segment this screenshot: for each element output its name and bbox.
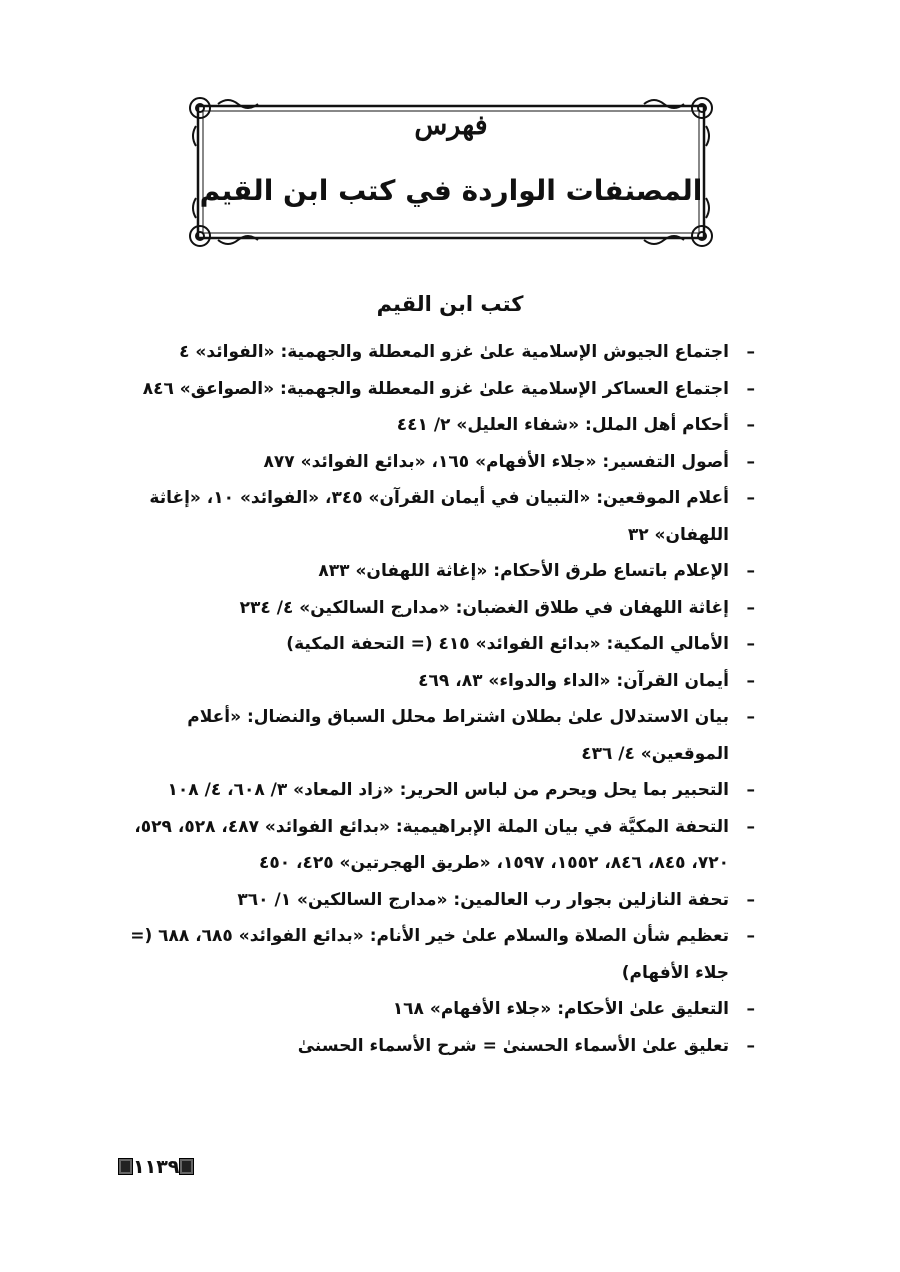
entry-text: إغاثة اللهفان في طلاق الغضبان: «مدارج السالكين» ٤/ ٢٣٤ bbox=[239, 597, 729, 618]
list-item bbox=[105, 334, 755, 371]
entry-text: تعظيم شأن الصلاة والسلام علىٰ خير الأنام: «بدائع الفوائد» ٦٨٥، ٦٨٨ (= جلاء الأفهام) bbox=[130, 926, 729, 983]
list-item bbox=[105, 699, 755, 772]
entry-dash: – bbox=[746, 415, 755, 435]
entry-text: اجتماع العساكر الإسلامية علىٰ غزو المعطلة والجهمية: «الصواعق» ٨٤٦ bbox=[142, 378, 729, 399]
entry-list bbox=[105, 334, 755, 1064]
list-item bbox=[105, 772, 755, 809]
list-item bbox=[105, 991, 755, 1028]
entry-dash: – bbox=[746, 451, 755, 472]
entry-dash: – bbox=[746, 342, 755, 362]
entry-dash: – bbox=[746, 926, 755, 946]
title-frame bbox=[188, 96, 714, 248]
entry-text: التعليق علىٰ الأحكام: «جلاء الأفهام» ١٦٨ bbox=[392, 999, 729, 1019]
list-item bbox=[105, 553, 755, 590]
entry-text: اجتماع الجيوش الإسلامية علىٰ غزو المعطلة والجهمية: «الفوائد» ٤ bbox=[179, 342, 729, 362]
entry-dash: – bbox=[746, 634, 755, 654]
list-item bbox=[105, 480, 755, 553]
list-item bbox=[105, 918, 755, 991]
list-item bbox=[105, 882, 755, 919]
list-item bbox=[105, 1028, 755, 1065]
list-item bbox=[105, 809, 755, 882]
list-item bbox=[105, 371, 755, 408]
entry-text: أيمان القرآن: «الداء والدواء» ٨٣، ٤٦٩ bbox=[418, 670, 729, 691]
index-subtitle: المصنفات الواردة في كتب ابن القيم bbox=[199, 174, 703, 207]
entry-text: تحفة النازلين بجوار رب العالمين: «مدارج السالكين» ١/ ٣٦٠ bbox=[237, 889, 729, 910]
list-item bbox=[105, 444, 755, 481]
entry-dash: – bbox=[746, 1035, 755, 1056]
entry-dash: – bbox=[746, 780, 755, 800]
list-item bbox=[105, 407, 755, 444]
entry-dash: – bbox=[746, 707, 755, 727]
section-heading: كتب ابن القيم bbox=[376, 292, 524, 316]
list-item bbox=[105, 663, 755, 700]
entry-text: أصول التفسير: «جلاء الأفهام» ١٦٥، «بدائع الفوائد» ٨٧٧ bbox=[263, 451, 729, 472]
entry-text: بيان الاستدلال علىٰ بطلان اشتراط محلل السباق والنضال: «أعلام الموقعين» ٤/ ٤٣٦ bbox=[187, 707, 729, 764]
index-title: فهرس bbox=[414, 110, 488, 141]
entry-dash: – bbox=[746, 889, 755, 910]
entry-dash: – bbox=[746, 670, 755, 691]
entry-dash: – bbox=[746, 561, 755, 581]
page-number bbox=[118, 1156, 194, 1178]
entry-text: الأمالي المكية: «بدائع الفوائد» ٤١٥ (= التحفة المكية) bbox=[286, 634, 729, 654]
entry-text: تعليق علىٰ الأسماء الحسنىٰ = شرح الأسماء الحسنىٰ bbox=[297, 1035, 729, 1056]
entry-text: التحفة المكيَّة في بيان الملة الإبراهيمية: «بدائع الفوائد» ٤٨٧، ٥٢٨، ٥٢٩، ٧٢٠، ٨٤٥، ٨٤٦، ١٥٥٢، ١٥٩٧، «طريق الهجرتين» ٤٢٥، ٤٥٠ bbox=[134, 816, 729, 873]
entry-text: أعلام الموقعين: «التبيان في أيمان القرآن» ٣٤٥، «الفوائد» ١٠، «إغاثة اللهفان» ٣٢ bbox=[149, 488, 729, 545]
ornament-square-icon bbox=[179, 1158, 194, 1175]
list-item bbox=[105, 590, 755, 627]
entry-dash: – bbox=[746, 816, 755, 837]
page-number-text: ١١٣٩ bbox=[133, 1156, 180, 1178]
entry-dash: – bbox=[746, 378, 755, 399]
entry-dash: – bbox=[746, 597, 755, 618]
entry-text: التحبير بما يحل ويحرم من لباس الحرير: «زاد المعاد» ٣/ ٦٠٨، ٤/ ١٠٨ bbox=[167, 780, 729, 800]
list-item bbox=[105, 626, 755, 663]
entry-text: الإعلام باتساع طرق الأحكام: «إغاثة اللهفان» ٨٣٣ bbox=[318, 561, 729, 581]
entry-dash: – bbox=[746, 488, 755, 508]
ornament-square-icon bbox=[118, 1158, 133, 1175]
entry-text: أحكام أهل الملل: «شفاء العليل» ٢/ ٤٤١ bbox=[396, 415, 729, 435]
entry-dash: – bbox=[746, 999, 755, 1019]
